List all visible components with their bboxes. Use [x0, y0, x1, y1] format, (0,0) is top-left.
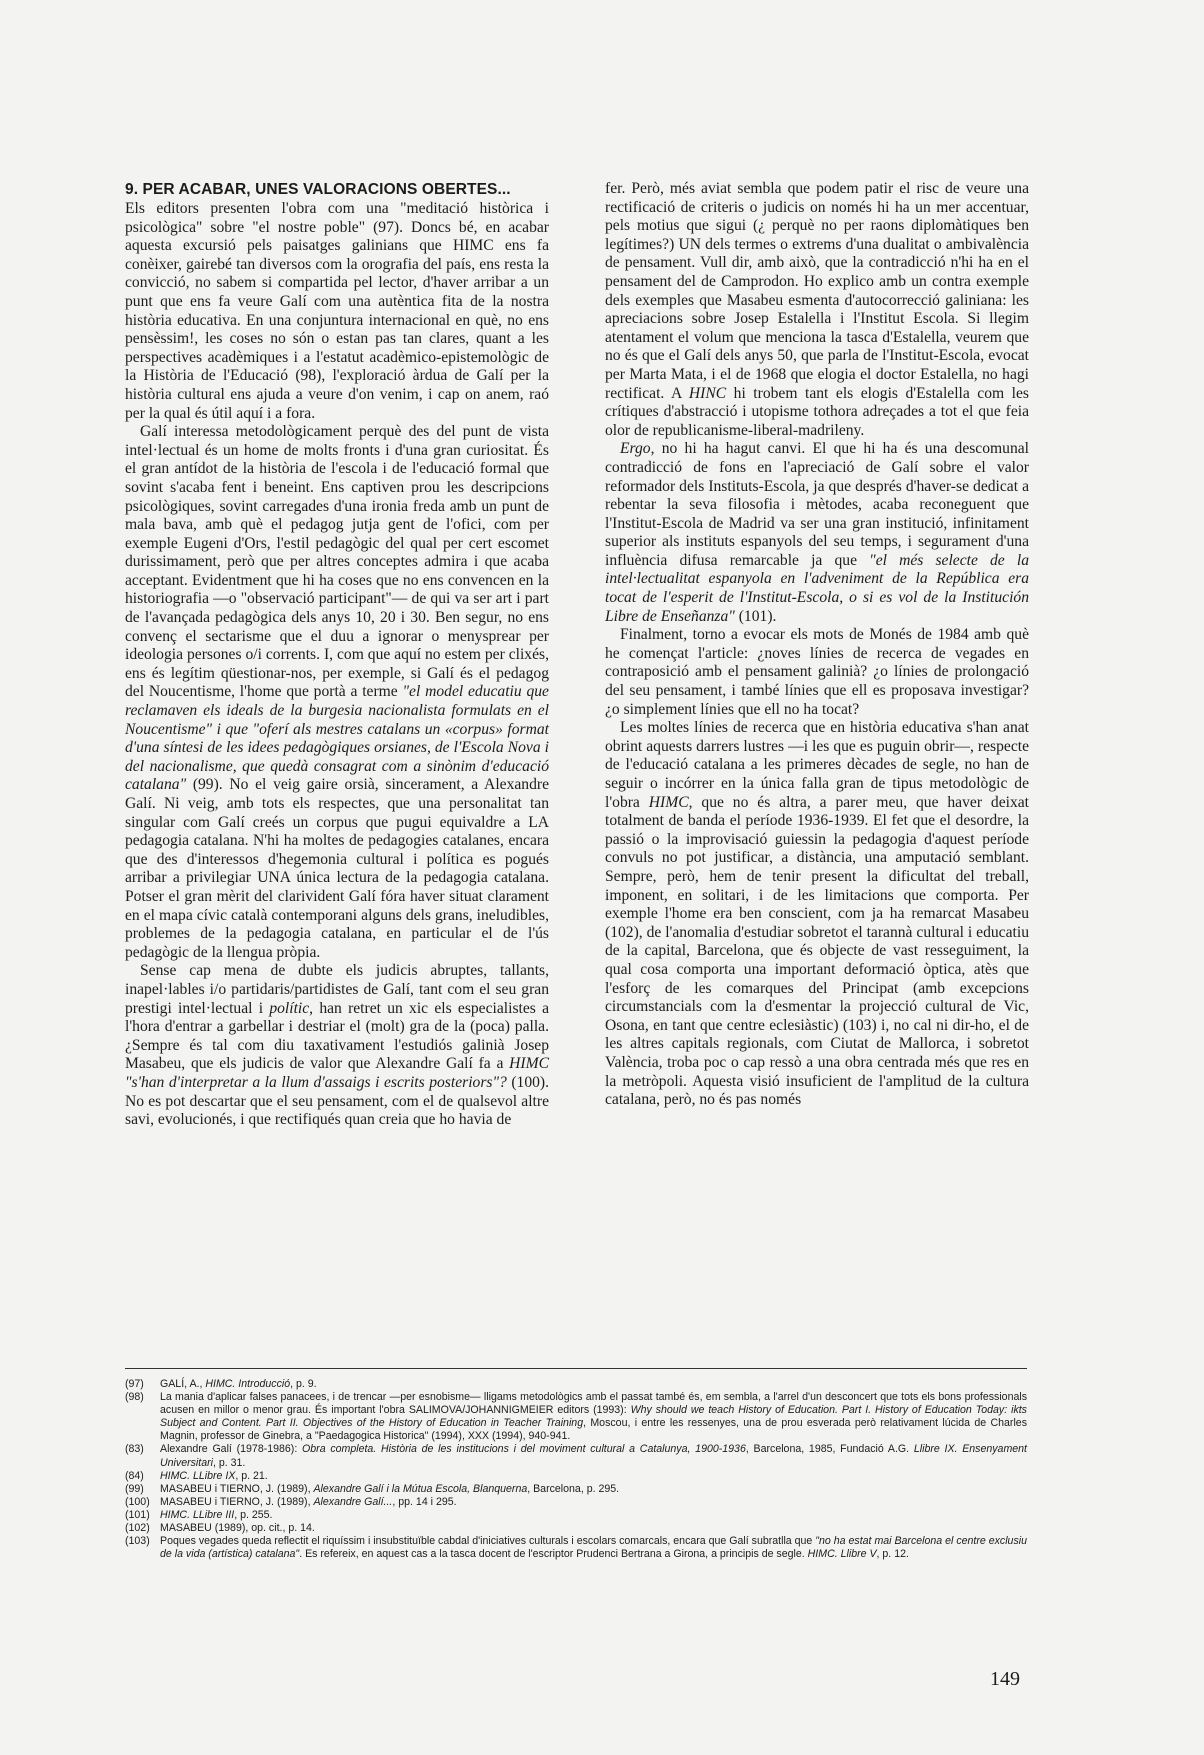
footnote: [125, 1391, 1027, 1443]
page-number: 149: [990, 1668, 1020, 1690]
footnote-title: HIMC. LLibre III: [160, 1508, 235, 1521]
footnote-text: , p. 21.: [235, 1469, 268, 1482]
paragraph-text: Galí interessa metodològicament perquè des del punt de vista intel·lectual és un home de molts fronts i d'una gran curiositat. És el gran antídot de la història de l'escola i de l'educació formal que sovint s'acaba fent i beneint. Ens captiven prou les descripcions psicològiques, sovint carregades d'una ironia freda amb un punt de mala bava, amb què el pedagog jutja gent de l'ofici, com per exemple Eugeni d'Ors, l'estil pedagògic del qual per cert escomet durissimament, però que per altres conceptes admira i que acaba acceptant. Evidentment que hi ha coses que no ens convencen en la historiografia —o "observació participant"— de qui va ser art i part de l'avançada pedagògica dels anys 10, 20 i 30. Ben segur, no ens convenç el sectarisme que el duu a ignorar o menysprear per ideologia persones o/i corrents. I, com que aquí no estem per clixés, ens és legítim qüestionar-nos, per exemple, si Galí és el pedagog del Noucentisme, l'home que portà a terme: [125, 423, 549, 701]
footnote-text: , Moscou, i entre les ressenyes, una de prou esverada però relativament lúcida de Charles Magnin, professor de Ginebra, a "Paedagogica Historica" (1994), XXX (1994), 940-941.: [160, 1417, 1027, 1443]
paragraph: [125, 962, 549, 1129]
footnote-text: MASABEU (1989), op. cit., p. 14.: [160, 1522, 315, 1535]
paragraph-text: (99). No el veig gaire orsià, sincerament, a Alexandre Galí. Ni veig, amb tots els respectes, que una personalitat tan singular com Galí creés un corpus que pugui equivaldre a LA pedagogia catalana. N'hi ha moltes de pedagogies catalanes, encara que des d'interessos d'hegemonia cultural i política es pogués arribar a privilegiar UNA única lectura de la pedagogia catalana. Potser el gran mèrit del clarivident Galí fóra haver situat clarament en el mapa cívic català contemporani alguns dels grans, ineludibles, problemes de la pedagogia catalana, en particular el de l'ús pedagògic de la llengua pròpia.: [125, 776, 549, 961]
paragraph: [605, 180, 1029, 440]
footnote-text: MASABEU i TIERNO, J. (1989),: [160, 1495, 314, 1508]
footnote: [125, 1535, 1027, 1561]
emphasis: HIMC: [648, 793, 689, 811]
footnote-title: Why should we teach History of Education. Part I. History of Education Today: ikts Subject and Content. Part II. Objectives of the History of Education in Teacher Training: [160, 1404, 1027, 1430]
footnote: [125, 1522, 1027, 1535]
footnote-text: , p. 255.: [234, 1508, 273, 1521]
paragraph-text: Les moltes línies de recerca que en història educativa s'han anat obrint aquests darrers lustres —i les que es puguin obrir—, respecte de l'educació catalana a les primeres dècades de segle, no han de seguir o incórrer en la única falla gran de tipus metodològic de l'obra: [605, 719, 1029, 811]
footnote: [125, 1470, 1027, 1483]
paragraph-text: , han retret un xic els especialistes a l'hora d'entrar a garbellar i destriar el (molt) gra de la (poca) palla. ¿Sempre és tal com diu taxativament l'estudiós galinià Josep Masabeu, que els judicis de valor que Alexandre Galí fa a: [125, 999, 549, 1073]
footnote-number: (103): [125, 1535, 150, 1548]
paragraph-text: Sense cap mena de dubte els judicis abruptes, tallants, inapel·lables i/o partidaris/partidistes de Galí, tant com el seu gran prestigi intel·lectual i: [125, 962, 549, 1017]
footnote-title: Alexandre Galí i la Mútua Escola, Blanquerna: [313, 1482, 528, 1495]
emphasis: polític: [269, 999, 310, 1017]
footnote-number: (101): [125, 1508, 150, 1521]
paragraph-text: Els editors presenten l'obra com una "meditació històrica i psicològica" sobre "el nostre poble" (97). Doncs bé, en acabar aquesta excursió pels paisatges galinians que HIMC ens fa conèixer, gairebé tan diversos com la orografia del país, ens resta la convicció, no sabem si compartida pel lector, d'haver arribar a un punt que ens fa veure Galí com una autèntica fita de la nostra història educativa. En una conjuntura internacional en què, no ens pensèssim!, les coses no són o estan pas tan clares, quant a les perspectives acadèmiques i a l'estatut acadèmico-epistemològic de la Història de l'Educació (98), l'exploració àrdua de Galí per la història cultural ens ajuda a veure d'on venim, i cap on anem, raó per la qual és útil aquí i a fora.: [125, 200, 549, 422]
paragraph-text: Finalment, torno a evocar els mots de Monés de 1984 amb què he començat l'article: ¿noves línies de recerca de vegades en contraposició amb el pensament galinià? ¿o línies de prolongació del seu pensament, i també línies que ell es proposava investigar? ¿o simplement línies que ell no ha tocat?: [605, 626, 1029, 718]
footnote-title: Obra completa. Història de les institucions i del moviment cultural a Catalunya, 1900-1936: [302, 1443, 746, 1456]
footnote-number: (102): [125, 1522, 150, 1535]
footnote-text: , Barcelona, 1985, Fundació A.G.: [745, 1443, 914, 1456]
footnote-title: Llibre IX. Ensenyament Universitari: [160, 1443, 1027, 1469]
quotation: "el més selecte de la intel·lectualitat espanyola en l'adveniment de la República era tocat de l'esperit de l'Institut-Escola, o si es vol de la Institución Libre de Enseñanza": [605, 551, 1029, 625]
footnote: [125, 1496, 1027, 1509]
left-column: [125, 180, 549, 1130]
paragraph: [605, 719, 1029, 1109]
footnote-text: , p. 9.: [290, 1378, 317, 1390]
footnote: [125, 1443, 1027, 1469]
footnote-title: HIMC. LLibre IX: [160, 1469, 236, 1482]
footnote-text: MASABEU i TIERNO, J. (1989),: [160, 1482, 314, 1495]
footnote-text: , pp. 14 i 295.: [392, 1495, 457, 1508]
paragraph: [605, 440, 1029, 626]
footnote-text: GALÍ, A.,: [160, 1378, 206, 1390]
footnote-divider: [125, 1368, 1027, 1369]
paragraph: [125, 200, 549, 423]
footnote-text: Poques vegades queda reflectit el riquíssim i insubstituïble cabdal d'iniciatives culturals i escolars comarcals, encara que Galí subratlla que: [160, 1535, 816, 1548]
footnote-title: Alexandre Galí...: [313, 1495, 393, 1508]
quotation: "s'han d'interpretar a la llum d'assaigs i escrits posteriors"?: [125, 1073, 507, 1091]
footnote-number: (84): [125, 1469, 144, 1482]
footnote-number: (98): [125, 1391, 144, 1404]
section-heading: 9. PER ACABAR, UNES VALORACIONS OBERTES...: [125, 181, 511, 198]
footnote-title: "no ha estat mai Barcelona el centre exclusiu de la vida (artística) catalana": [160, 1535, 1027, 1561]
footnote-text: . Es refereix, en aquest cas a la tasca docent de l'escriptor Prudenci Bertrana a Girona, a principis de segle.: [299, 1548, 808, 1561]
footnote-title: HIMC. Introducció: [205, 1378, 291, 1390]
footnote-text: , Barcelona, p. 295.: [527, 1482, 620, 1495]
footnote-number: (97): [125, 1378, 144, 1390]
footnote-text: La mania d'aplicar falses panacees, i de trencar —per esnobisme— lligams metodològics amb el passat també és, em sembla, a l'arrel d'un desconcert que tots els bons professionals acusen en millor o menor grau. És important l'obra SALIMOVA/JOHANNIGMEIER editors (1993):: [160, 1391, 1027, 1417]
footnote-number: (83): [125, 1443, 144, 1456]
paragraph-text: (100). No es pot descartar que el seu pensament, com el de qualsevol altre savi, evolucionés, i que rectifiqués quan creia que ho havia de: [125, 1073, 550, 1129]
paragraph-text: hi trobem tant els elogis d'Estalella com les crítiques d'abstracció i utopisme tothora adreçades a tot el que feia olor de republicanisme-liberal-madrileny.: [605, 384, 1029, 439]
paragraph: [125, 423, 549, 962]
emphasis: Ergo: [620, 440, 651, 458]
footnote: [125, 1483, 1027, 1496]
paragraph-text: , que no és altra, a parer meu, que haver deixat totalment de banda el període 1936-1939. El fet que el desordre, la passió o la improvisació guiessin la pedagogia d'aquest període convuls no pot justificar, a distància, una amputació semblant. Sempre, però, hem de tenir present la dificultat del treball, imponent, en solitari, i de les limitacions que comporta. Per exemple l'home era ben conscient, com ja ha remarcat Masabeu (102), de l'anomalia d'estudiar sobretot el tarannà cultural i educatiu de la capital, Barcelona, que és objecte de vast resseguiment, la qual cosa comporta una important deformació òptica, atès que l'esforç de les comarques del Principat (amb excepcions circumstancials com la d'esmentar la projecció cultural de Vic, Osona, en tant que centre eclesiàstic) (103) i, no cal ni dir-ho, el de les altres capitals regionals, com Ciutat de Mallorca, i sobretot València, troba poc o cap ressò a una obra centrada més que res en la metròpoli. Aquesta visió insuficient de l'amplitud de la cultura catalana, però, no és pas només: [605, 793, 1029, 1109]
paragraph-text: , no hi ha hagut canvi. El que hi ha és una descomunal contradicció de fons en l'apreciació de Galí sobre el valor reformador dels Instituts-Escola, ja que després d'haver-se dedicat a rebentar la seva filosofia i mètodes, acaba reconeguent que l'Institut-Escola de Madrid va ser una gran institució, infinitament superior als instituts espanyols del seu temps, i segurament d'una influència difusa remarcable ja que: [605, 440, 1029, 569]
footnote-text: , p. 12.: [876, 1548, 909, 1561]
footnote: [125, 1509, 1027, 1522]
footnote-title: HIMC. Llibre V: [807, 1548, 877, 1561]
paragraph: [605, 626, 1029, 719]
paragraph-text: (101).: [734, 607, 777, 625]
footnote-number: (99): [125, 1482, 144, 1495]
emphasis: HIMC: [509, 1055, 549, 1073]
footnote-text: , p. 31.: [212, 1456, 246, 1469]
right-column: [605, 180, 1029, 1110]
paragraph-text: fer. Però, més aviat sembla que podem patir el risc de veure una rectificació de criteris o judicis on només hi ha un mer accentuar, pels motius que sigui (¿ perquè no per raons diplomàtiques ben legítimes?) UN dels termes o extrems d'una dualitat o ambivalència de pensament. Vull dir, amb això, que la contradicció n'hi ha en el pensament del de Camprodon. Ho explico amb un contra exemple dels exemples que Masabeu esmenta d'autocorrecció galiniana: les apreciacions sobre Josep Estalella i l'Institut Escola. Si llegim atentament el volum que menciona la tasca d'Estalella, veurem que no és que el Galí dels anys 50, que parla de l'Institut-Escola, evocat per Marta Mata, i el de 1968 que elogia el doctor Estalella, no hagi rectificat. A: [605, 180, 1029, 402]
footnotes: [125, 1378, 1027, 1561]
footnote-number: (100): [125, 1495, 150, 1508]
footnote-text: Alexandre Galí (1978-1986):: [160, 1443, 303, 1456]
footnote: [125, 1378, 1027, 1391]
quotation: "el model educatiu que reclamaven els ideals de la burgesia nacionalista formulats en el Noucentisme" i que "oferí als mestres catalans un «corpus» format d'una síntesi de les idees pedagògiques orsianes, de l'Escola Nova i del nacionalisme, que quedà consagrat com a sinònim d'educació catalana": [125, 683, 549, 794]
emphasis: HINC: [688, 384, 727, 402]
